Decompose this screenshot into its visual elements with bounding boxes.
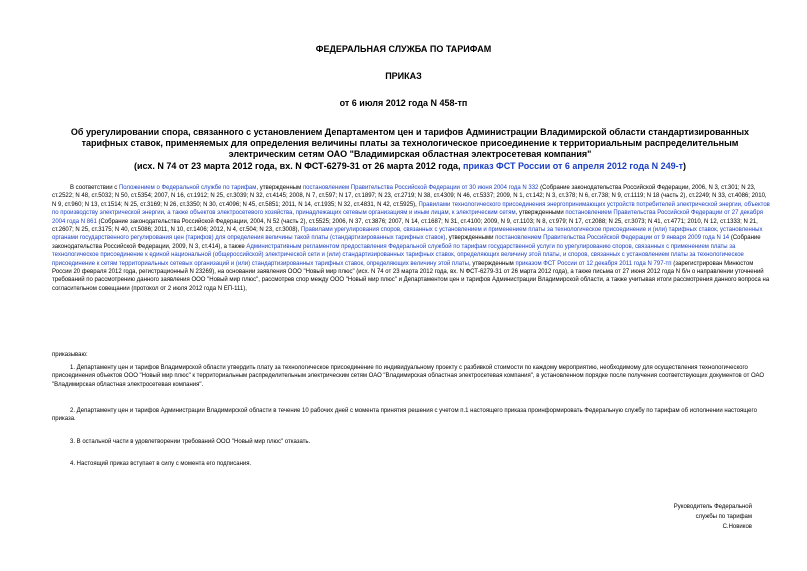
reference-suffix: ) [683, 161, 687, 171]
preamble-text-6: , утвержденными [445, 235, 496, 242]
link-fst-order-797[interactable]: приказом ФСТ России от 12 декабря 2011 года N 797-тп [515, 260, 672, 267]
link-connection-rules[interactable]: Правилами технологического присоединения энергопринимающих устройств потребителей электрической энергии, объектов по производству электрической энергии, а также объектов электросетевого хозяйства, принадлежащих сетевым организациям и иным лицам, к электрическим сетям [52, 201, 770, 217]
preamble-text-1: В соответствии с [70, 185, 119, 191]
preamble-text-5: (Собрание законодательства Российской Федерации, 2004, N 52 (часть 2), ст.5525; 2006, N 37, ст.3876; 2007, N 14, ст.1687; N 31, ст.4100; 2009, N 9, ст.1103; N 8, ст.979; N 17, ст.2088; N 25, ст.3073; N 41, ст.4771; 2010, N 12, ст.1333; N 21, ст.2607; N 25, ст.3175; N 40, ст.5086; 2011, N 10, ст.1406; 2012, N 4, ст.504; N 23, ст.3008), [52, 218, 758, 234]
preamble [52, 184, 770, 293]
preamble-text-2: , утвержденным [256, 185, 303, 191]
preamble-text-8: , утвержденным [468, 260, 516, 267]
order-item-4: 4. Настоящий приказ вступает в силу с момента его подписания. [70, 461, 252, 467]
link-admin-regulation[interactable]: Административным регламентом предоставления Федеральной службой по тарифам государственной услуги по урегулированию споров, связанных с применением платы за технологическое присоединение к единой национальной (общероссийской) электрической сети и (или) стандартизированных тарифных ставок, определяющих величину этой платы, и споров, связанных с установлением платы за технологическое присоединение к сетям территориальных сетевых организаций и (или) стандартизированных тарифных ставок, определяющих величину этой платы [52, 243, 744, 267]
signature-position: Руководитель Федеральной [673, 504, 752, 510]
document-subject: Об урегулировании спора, связанного с установлением Департаментом цен и тарифов Администрации Владимирской области стандартизированных тарифных ставок, применяемых для определения величины платы за технологическое присоединение к территориальным распределительным электрическим сетям ОАО "Владимирская областная электросетевая компания" [70, 127, 750, 159]
order-item-3: 3. В остальной части в удовлетворении требований ООО "Новый мир плюс" отказать. [70, 439, 311, 445]
preamble-text-9: (зарегистрирован Минюстом России 20 февраля 2012 года, регистрационный N 23269), на основании заявления ООО "Новый мир плюс" (исх. N 74 от 23 марта 2012 года, вх. N ФСТ-6279-31 от 26 марта 2012 года), а также письма от 27 июня 2012 года N б/н о направлении уточнений требований по рассмотрению данного заявления ООО "Новый мир плюс", рассмотрев спор между ООО "Новый мир плюс" и Департаментом цен и тарифов Администрации Владимирской области, а также учитывая итоги рассмотрения данного вопроса на согласительном совещании (протокол от 2 июля 2012 года N ЕП-111), [52, 260, 770, 292]
preamble-text-7: (Собрание законодательства Российской Федерации, 2009, N 3, ст.414), а также [52, 235, 761, 250]
link-dispute-rules[interactable]: Правилами урегулирования споров, связанных с установлением и применением платы за технологическое присоединение и (или) тарифных ставок, установленных органами государственного регулирования цен (тарифов) для определения величины такой платы (стандартизированных тарифных ставок) [52, 227, 763, 242]
signature-agency: службы по тарифам [695, 514, 752, 520]
reference-link[interactable]: приказ ФСТ России от 6 апреля 2012 года N 249-т [462, 161, 684, 171]
doc-type-title: ПРИКАЗ [385, 71, 422, 81]
preamble-text-3: (Собрание законодательства Российской Федерации, 2006, N 3, ст.301; N 23, ст.2522; N 48, ст.5032; N 50, ст.5354; 2007, N 16, ст.1912; N 25, ст.3039; N 32, ст.4145; 2008, N 7, ст.597; N 17, ст.1897; N 23, ст.2719; N 38, ст.4309; N 46, ст.5337; 2009, N 1, ст.142; N 3, ст.378; N 6, ст.738; N 9, ст.1119; N 18 (часть 2), ст.2249; N 33, ст.4086; 2010, N 9, ст.960; N 13, ст.1514; N 25, ст.3169; N 26, ст.3350; N 30, ст.4096; N 45, ст.5851; 2011, N 14, ст.1935; N 32, ст.4831, N 42, ст.5925), [52, 185, 767, 208]
order-word: приказываю: [52, 352, 88, 358]
signature-name: С.Новиков [722, 524, 752, 530]
link-gov-decree-861[interactable]: постановлением Правительства Российской Федерации от 27 декабря 2004 года N 861 [52, 210, 763, 225]
order-item-2: 2. Департаменту цен и тарифов Администрации Владимирской области в течение 10 рабочих дней с момента принятия решения с учетом п.1 настоящего приказа проинформировать Федеральную службу по тарифам об исполнении настоящего приказа. [52, 408, 757, 423]
link-fst-regulation[interactable]: Положением о Федеральной службе по тарифам [118, 185, 257, 191]
link-gov-decree-14[interactable]: постановлением Правительства Российской Федерации от 9 января 2009 года N 14 [495, 235, 730, 242]
doc-date-number: от 6 июля 2012 года N 458-тп [339, 98, 468, 108]
order-item-1: 1. Департаменту цен и тарифов Владимирской области утвердить плату за технологическое присоединение по индивидуальному проекту с разбивкой стоимости по каждому мероприятию, необходимому для осуществления технологического присоединения объектов ООО "Новый мир плюс" к территориальным распределительным электрическим сетям ОАО "Владимирская областная электросетевая компания", в установленном порядке после получения соответствующих документов от ОАО "Владимирская областная электросетевая компания". [52, 365, 765, 388]
preamble-text-4: , утвержденными [515, 210, 566, 217]
agency-title: ФЕДЕРАЛЬНАЯ СЛУЖБА ПО ТАРИФАМ [315, 44, 492, 54]
reference-prefix: (исх. N 74 от 23 марта 2012 года, вх. N ФСТ-6279-31 от 26 марта 2012 года, [133, 161, 463, 171]
document-reference [60, 161, 760, 171]
preamble-paragraph [52, 184, 770, 293]
link-gov-decree-332[interactable]: постановлением Правительства Российской Федерации от 30 июня 2004 года N 332 [302, 185, 539, 191]
signature-block [674, 502, 752, 532]
